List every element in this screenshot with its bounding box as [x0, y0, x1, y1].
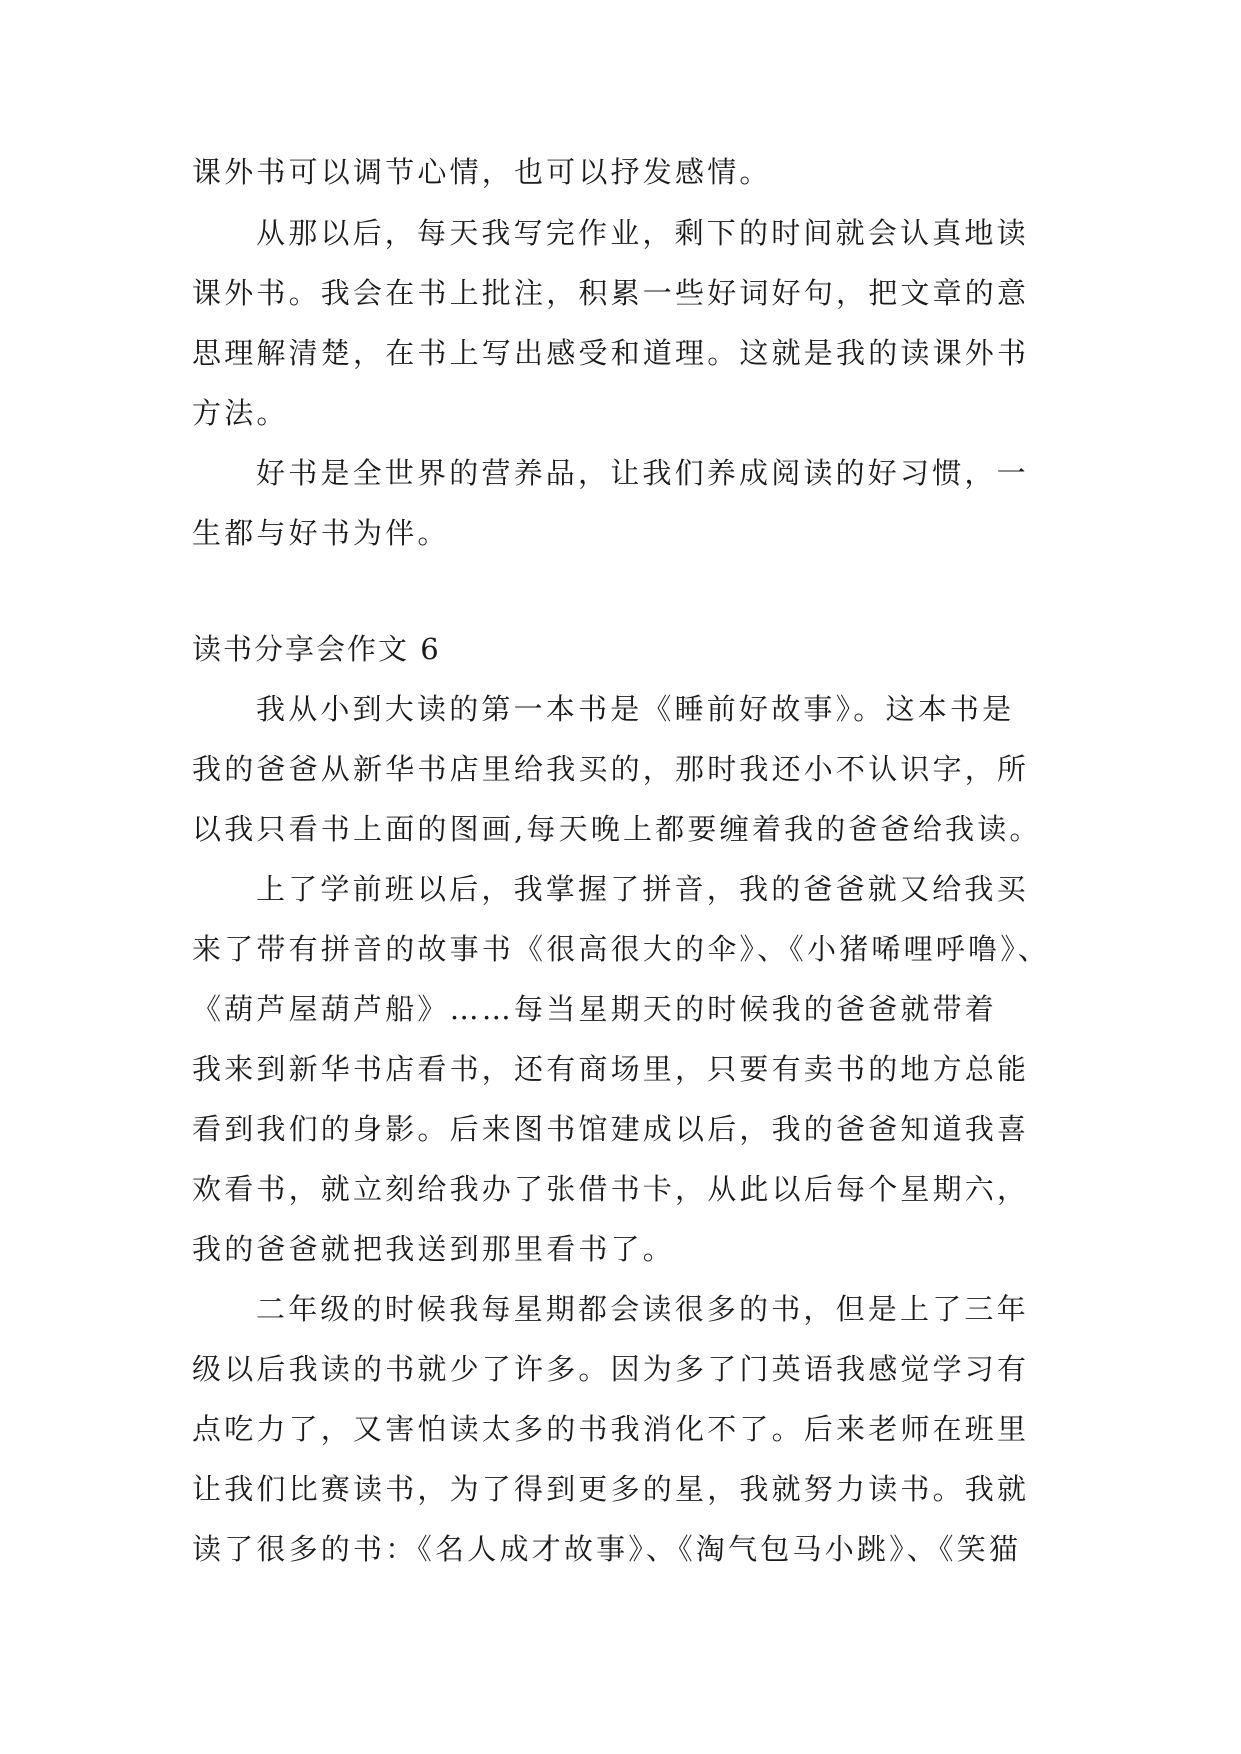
- paragraph-start-line: 从那以后，每天我写完作业，剩下的时间就会认真地读: [256, 216, 1029, 250]
- text-line: 我的爸爸从新华书店里给我买的，那时我还小不认识字，所: [192, 752, 1030, 786]
- paragraph-start-line: 上了学前班以后，我掌握了拼音，我的爸爸就又给我买: [256, 872, 1029, 906]
- text-line: 生都与好书为伴。: [192, 516, 450, 550]
- text-line: 课外书。我会在书上批注，积累一些好词好句，把文章的意: [192, 276, 1030, 310]
- text-line: 让我们比赛读书，为了得到更多的星，我就努力读书。我就: [192, 1472, 1030, 1506]
- text-line: 看到我们的身影。后来图书馆建成以后，我的爸爸知道我喜: [192, 1112, 1030, 1146]
- text-line: 读了很多的书：《名人成才故事》、《淘气包马小跳》、《笑猫: [192, 1532, 1022, 1566]
- section-heading: 读书分享会作文 6: [192, 632, 441, 666]
- text-line: 级以后我读的书就少了许多。因为多了门英语我感觉学习有: [192, 1352, 1030, 1386]
- text-line: 来了带有拼音的故事书《很高很大的伞》、《小猪唏哩呼噜》、: [192, 932, 1051, 966]
- text-line: 方法。: [192, 396, 289, 430]
- text-line: 课外书可以调节心情，也可以抒发感情。: [192, 155, 772, 189]
- text-line: 我来到新华书店看书，还有商场里，只要有卖书的地方总能: [192, 1052, 1030, 1086]
- text-line: 我的爸爸就把我送到那里看书了。: [192, 1232, 676, 1266]
- text-line: 以我只看书上面的图画,每天晚上都要缠着我的爸爸给我读。: [192, 812, 1042, 846]
- paragraph-start-line: 我从小到大读的第一本书是《睡前好故事》。这本书是: [256, 692, 1015, 726]
- text-line: 欢看书，就立刻给我办了张借书卡，从此以后每个星期六，: [192, 1172, 1030, 1206]
- text-line: 思理解清楚，在书上写出感受和道理。这就是我的读课外书: [192, 336, 1030, 370]
- paragraph-start-line: 好书是全世界的营养品，让我们养成阅读的好习惯，一: [256, 456, 1029, 490]
- text-line: 点吃力了，又害怕读太多的书我消化不了。后来老师在班里: [192, 1412, 1030, 1446]
- paragraph-start-line: 二年级的时候我每星期都会读很多的书，但是上了三年: [256, 1292, 1029, 1326]
- text-line: 《葫芦屋葫芦船》……每当星期天的时候我的爸爸就带着: [192, 992, 998, 1026]
